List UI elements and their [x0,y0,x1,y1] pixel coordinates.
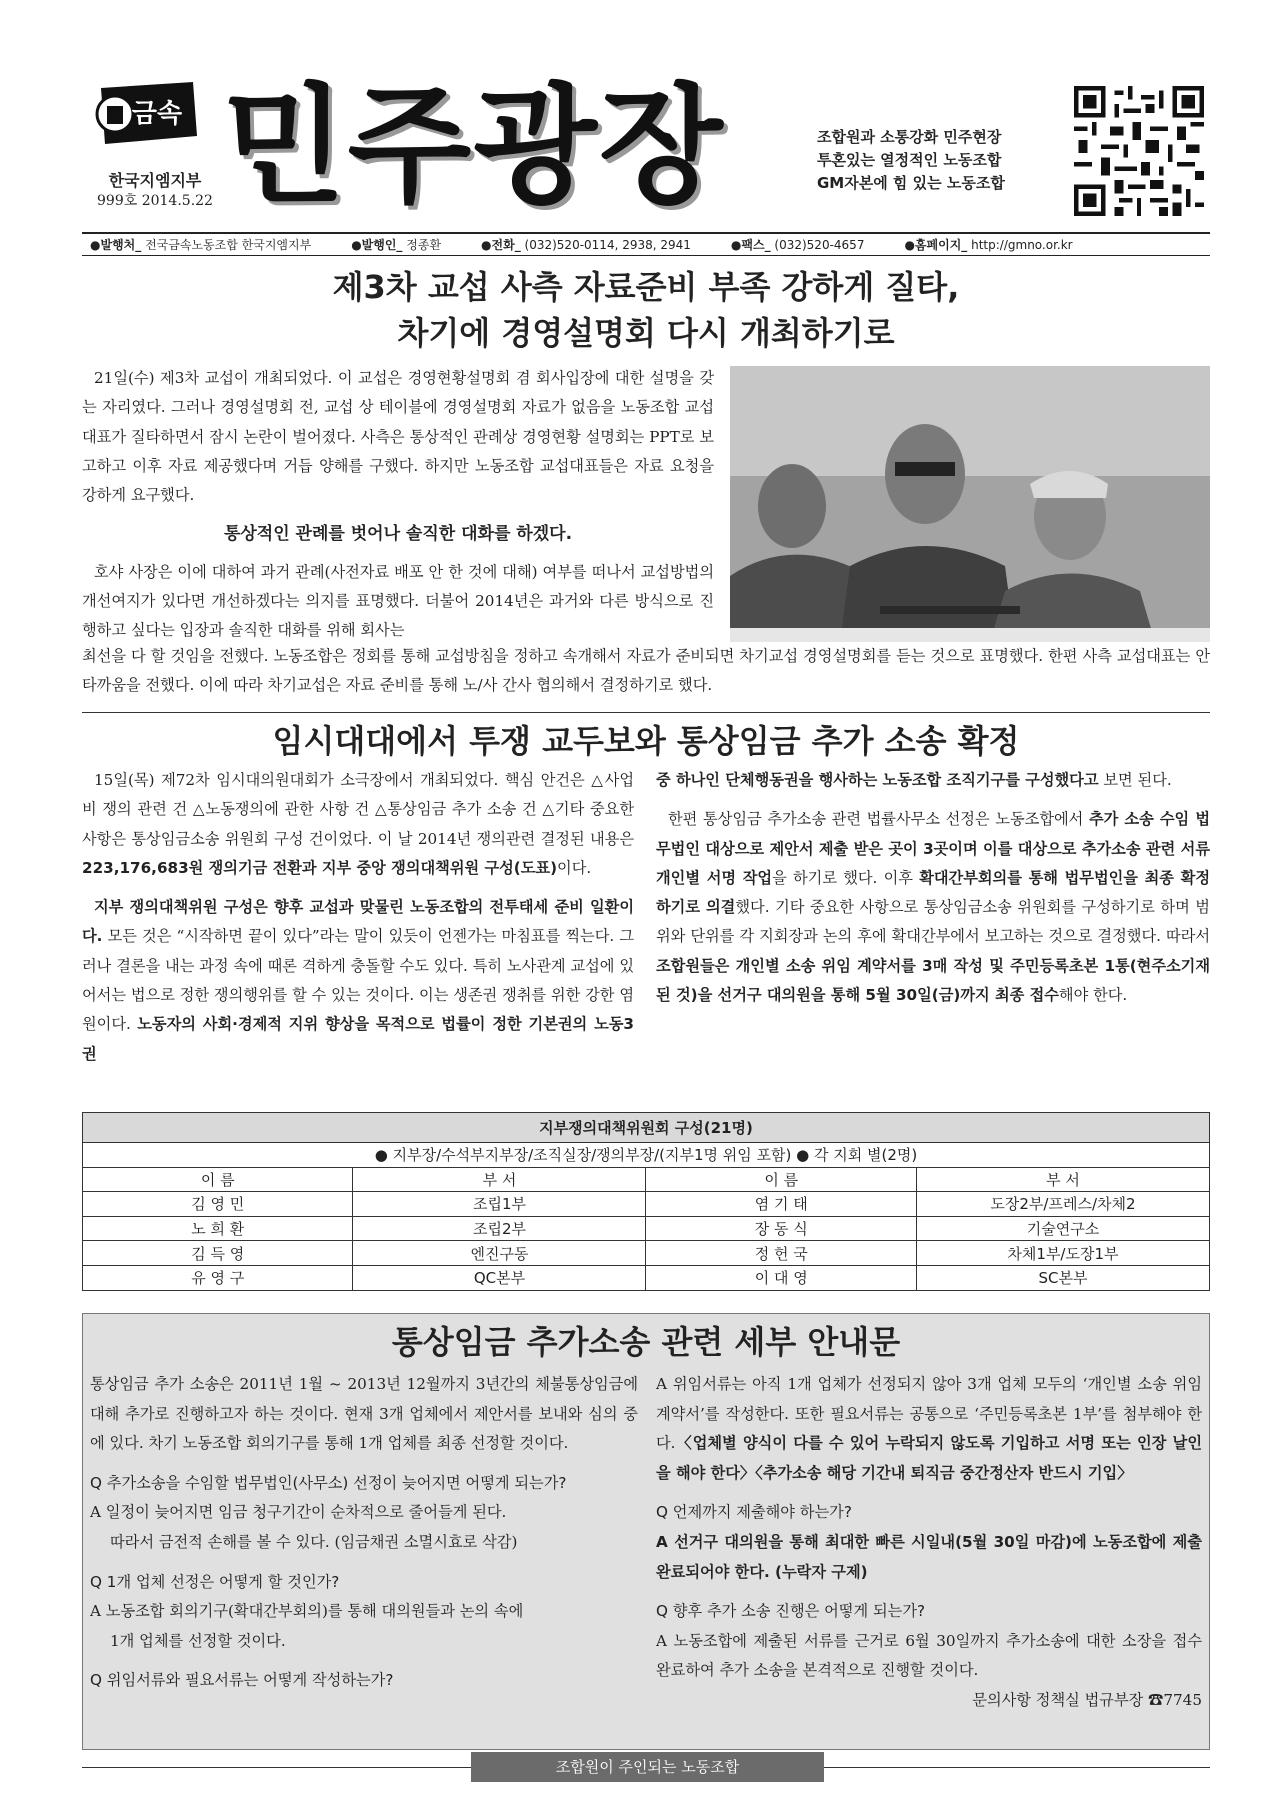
column-header: 이 름 [646,1167,916,1192]
notice-question: Q 언제까지 제출해야 하는가? [656,1503,852,1522]
notice-question: Q 1개 업체 선정은 어떻게 할 것인가? [90,1572,340,1591]
notice-answer: A 노동조합에 제출된 서류를 근거로 6월 30일까지 추가소송에 대한 소장을 접수 완료하여 추가 소송을 본격적으로 진행할 것이다. [656,1631,1202,1680]
publisher-person: ●발행인_ 정종환 [351,238,442,252]
notice-answer: A 노동조합 회의기구(확대간부회의)를 통해 대의원들과 논의 속에 [90,1602,524,1621]
newspaper-title: 민주광장 [222,72,725,221]
phone-info: ●전화_ (032)520-0114, 2938, 2941 [481,238,691,252]
committee-table [82,1112,1210,1291]
fax-info: ●팩스_ (032)520-4657 [730,238,865,252]
union-logo-flag [93,78,203,150]
notice-left-column [90,1370,638,1696]
article1-body-bottom [82,642,1210,701]
notice-title: 통상임금 추가소송 관련 세부 안내문 [391,1323,901,1361]
committee-table-title: 지부쟁의대책위원회 구성(21명) [83,1113,1210,1143]
logo-text: 금속 [131,99,183,129]
article1-body-top [82,364,714,646]
table-row: 김 득 영 엔진구동 정 헌 국 차체1부/도장1부 [83,1241,1210,1266]
table-row: 유 영 구 QC본부 이 대 영 SC본부 [83,1265,1210,1290]
article1-paragraph: 21일(수) 제3차 교섭이 개최되었다. 이 교섭은 경영현황설명회 겸 회사입장에 대한 설명을 갖는 자리였다. 그러나 경영설명회 전, 교섭 상 테이블에 경영설명회 자료가 없음을 노동조합 교섭대표가 질타하면서 잠시 논란이 벌어졌다. 사측은 통상적인 관례상 경영현황 설명회는 PPT로 보고하고 이후 자료 제공했다며 거듭 양해를 구했다. 하지만 노동조합 교섭대표들은 자료 요청을 강하게 요구했다. [82,369,714,505]
footer-slogan: 조합원이 주인되는 노동조합 [471,1752,824,1782]
committee-table-subtitle: ● 지부장/수석부지부장/조직실장/쟁의부장/(지부1명 위임 포함) ● 각 지회 별(2명) [83,1143,1210,1168]
publisher-info-bar [82,232,1210,256]
notice-answer: A 선거구 대의원을 통해 최대한 빠른 시일내(5월 30일 마감)에 노동조합에 제출 완료되어야 한다. (누락자 구제) [656,1532,1202,1581]
notice-question: Q 위임서류와 필요서류는 어떻게 작성하는가? [90,1671,394,1690]
article1-subhead: 통상적인 관례를 벗어나 솔직한 대화를 하겠다. [223,524,573,545]
notice-question: Q 추가소송을 수임할 법무법인(사무소) 선정이 늦어지면 어떻게 되는가? [90,1473,567,1492]
article2-headline: 임시대대에서 투쟁 교두보와 통상임금 추가 소송 확정 [272,722,1020,760]
slogans [817,126,1005,195]
table-row: 김 영 민 조립1부 염 기 태 도장2부/프레스/차체2 [83,1192,1210,1217]
notice-contact: 문의사항 정책실 법규부장 ☎7745 [972,1690,1202,1709]
column-header: 부 서 [916,1167,1209,1192]
homepage-link[interactable]: ●홈페이지_ http://gmno.or.kr [904,238,1073,252]
column-header: 부 서 [353,1167,646,1192]
slogan-line: GM자본에 힘 있는 노동조합 [817,174,1005,192]
notice-answer: A 위임서류는 아직 1개 업체가 선정되지 않아 3개 업체 모두의 ‘개인별 소송 위임 계약서’를 작성한다. 또한 필요서류는 공통으로 ‘주민등록초본 1부’를 첨부해야 한다.〈업체별 양식이 다를 수 있어 누락되지 않도록 기입하고 서명 또는 인장 날인을 해야 한다〉〈추가소송 해당 기간내 퇴직금 중간정산자 반드시 기입〉 [656,1375,1202,1482]
slogan-line: 투혼있는 열정적인 노동조합 [817,151,1002,169]
notice-answer: 따라서 금전적 손해를 볼 수 있다. (임금채권 소멸시효로 삭감) [110,1532,518,1551]
branch-name: 한국지엠지부 [108,171,202,190]
notice-right-column [656,1370,1202,1716]
publisher-info: ●발행처_ 전국금속노동조합 한국지엠지부 [90,238,312,252]
qr-code-icon[interactable] [1074,86,1204,216]
article2-paragraph: 중 하나인 단체행동권을 행사하는 노동조합 조직기구를 구성했다고 보면 된다. [656,771,1172,789]
table-row: 노 희 환 조립2부 장 동 식 기술연구소 [83,1216,1210,1241]
article2-paragraph: 15일(목) 제72차 임시대의원대회가 소극장에서 개최되었다. 핵심 안건은 △사업비 쟁의 관련 건 △노동쟁의에 관한 사항 건 △통상임금 추가 소송 건 △기타 중요한 사항은 통상임금소송 위원회 구성 건이었다. 이 날 2014년 쟁의관련 결정된 내용은 223,176,683원 쟁의기금 전환과 지부 중앙 쟁의대책위원 구성(도표)이다. [82,771,634,877]
article1-paragraph: 호샤 사장은 이에 대하여 과거 관례(사전자료 배포 안 한 것에 대해) 여부를 떠나서 교섭방법의 개선여지가 있다면 개선하겠다는 의지를 표명했다. 더불어 2014년은 과거와 다른 방식으로 진행하고 싶다는 입장과 솔직한 대화를 위해 회사는 [82,562,714,640]
negotiation-photo [730,366,1210,642]
issue-number: 999호 2014.5.22 [97,193,213,209]
notice-answer: 1개 업체를 선정할 것이다. [110,1631,286,1650]
notice-intro: 통상임금 추가 소송은 2011년 1월 ~ 2013년 12월까지 3년간의 체불통상임금에 대해 추가로 진행하고자 하는 것이다. 현재 3개 업체에서 제안서를 보내와 심의 중에 있다. 차기 노동조합 회의기구를 통해 1개 업체를 최종 선정할 것이다. [90,1375,638,1453]
article2-paragraph: 한편 통상임금 추가소송 관련 법률사무소 선정은 노동조합에서 추가 소송 수임 법무법인 대상으로 제안서 제출 받은 곳이 3곳이며 이를 대상으로 추가소송 관련 서류 개인별 서명 작업을 하기로 했다. 이후 확대간부회의를 통해 법무법인을 최종 확정하기로 의결했다. 기타 중요한 사항으로 통상임금소송 위원회를 구성하기로 하며 범위와 단위를 각 지회장과 논의 후에 확대간부에서 보고하는 것으로 결정했다. 따라서 조합원들은 개인별 소송 위임 계약서를 3매 작성 및 주민등록초본 1통(현주소기재된 것)을 선거구 대의원을 통해 5월 30일(금)까지 최종 접수해야 한다. [656,810,1211,1005]
article2-left-column [82,766,634,1069]
article2-paragraph: 지부 쟁의대책위원 구성은 향후 교섭과 맞물린 노동조합의 전투태세 준비 일환이다. 모든 것은 “시작하면 끝이 있다”라는 말이 있듯이 언젠가는 마침표를 찍는다. 그러나 결론을 내는 과정 속에 때론 격하게 충돌할 수도 있다. 특히 노사관계 교섭에 있어서는 법으로 정한 쟁의행위를 할 수 있는 것이다. 이는 생존권 쟁취를 위한 강한 염원이다. 노동자의 사회·경제적 지위 향상을 목적으로 법률이 정한 기본권의 노동3권 [82,898,634,1063]
notice-question: Q 향후 추가 소송 진행은 어떻게 되는가? [656,1602,926,1621]
article1-headline: 제3차 교섭 사측 자료준비 부족 강하게 질타, 차기에 경영설명회 다시 개최하기로 [332,268,960,352]
divider [82,712,1210,713]
table-header-row [83,1167,1210,1192]
article1-paragraph: 최선을 다 할 것임을 전했다. 노동조합은 정회를 통해 교섭방침을 정하고 속개해서 자료가 준비되면 차기교섭 경영설명회를 듣는 것으로 표명했다. 한편 사측 교섭대표는 안타까움을 전했다. 이에 따라 차기교섭은 자료 준비를 통해 노/사 간사 협의해서 결정하기로 했다. [82,647,1210,695]
column-header: 이 름 [83,1167,353,1192]
slogan-line: 조합원과 소통강화 민주현장 [817,128,1002,146]
article2-right-column [656,766,1210,1010]
notice-answer: A 일정이 늦어지면 임금 청구기간이 순차적으로 줄어들게 된다. [90,1503,507,1522]
